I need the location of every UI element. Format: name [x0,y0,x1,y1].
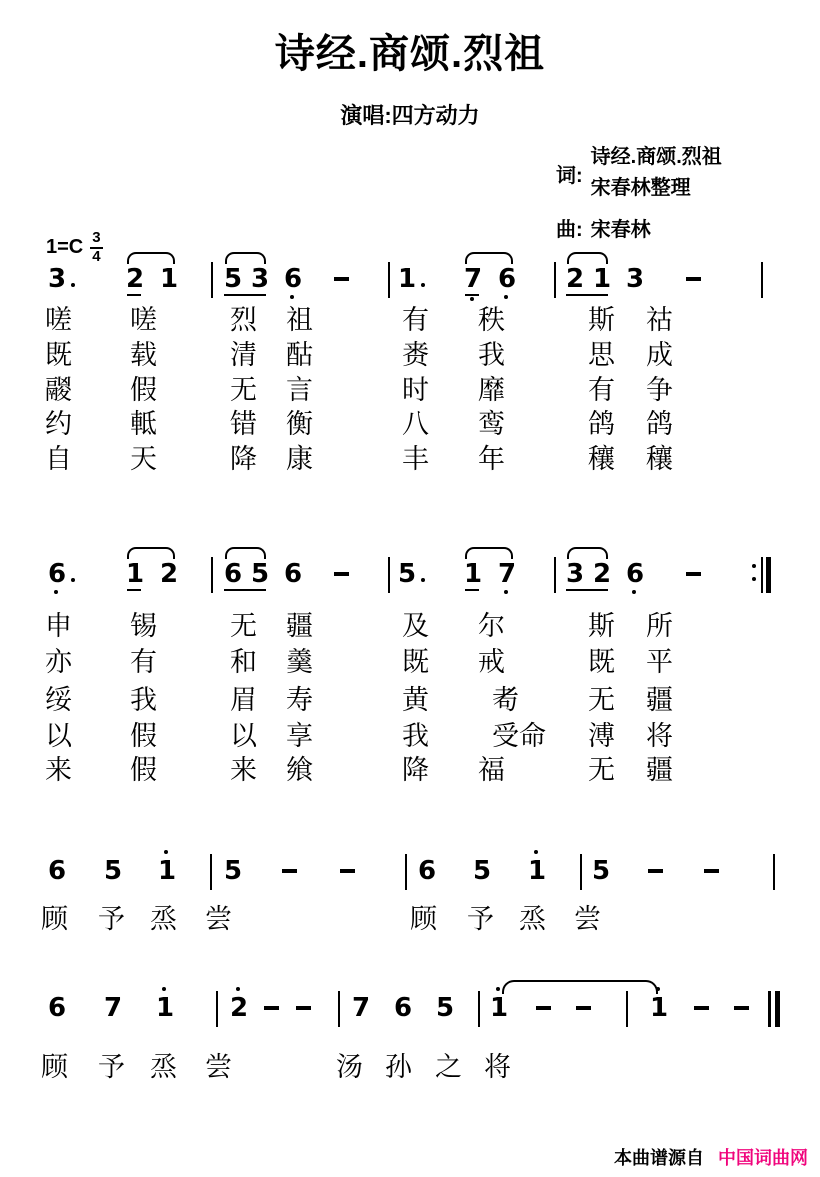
lyric-syllable: 有 [402,305,429,335]
lyric-syllable: 既 [588,647,615,677]
lyrics-row-b1-r5 [0,445,820,475]
note-digit [626,264,645,294]
note-value: 1 [464,559,483,589]
note-value: 5 [398,559,417,589]
note-digit [224,559,243,589]
note-digit [418,856,437,886]
slur-arc [567,252,608,264]
lyric-syllable: 约 [45,409,72,439]
lyrics-row-b1-r3 [0,376,820,406]
octave-dot-low [54,590,58,594]
slur-arc [225,547,266,559]
note-value: 5 [592,856,611,886]
lyric-syllable: 降 [230,444,257,474]
note-value: 6 [284,559,303,589]
note-digit [48,559,67,589]
notation-line-2 [0,561,820,609]
note-value: 2 [230,993,249,1023]
lyric-syllable: 烝 [519,904,546,934]
barline [554,262,556,298]
note-value: 5 [436,993,455,1023]
lyric-syllable: 穰 [646,444,673,474]
lyric-syllable: 康 [286,444,313,474]
note-digit [104,856,123,886]
repeat-thick-bar [766,557,771,593]
note-digit [566,559,585,589]
lyric-syllable: 清 [230,340,257,370]
lyric-syllable: 斯 [588,611,615,641]
footer [614,1144,808,1170]
lyric-syllable: 予 [98,904,125,934]
lyric-syllable: 八 [402,409,429,439]
note-digit [230,993,249,1023]
barline [211,557,213,593]
note-value: 7 [498,559,517,589]
note-value: 6 [626,559,645,589]
slur-arc [465,252,513,264]
lyric-syllable: 假 [130,721,157,751]
lyric-syllable: 思 [588,340,615,370]
lyrics-row-b2-r4 [0,722,820,752]
lyric-syllable: 以 [230,721,257,751]
lyric-syllable: 成 [646,340,673,370]
note-digit [528,856,547,886]
lyric-syllable: 平 [646,647,673,677]
lyric-syllable: 予 [467,904,494,934]
note-value: 7 [104,993,123,1023]
note-value: 6 [48,559,67,589]
note-value: 1 [160,264,179,294]
lyric-syllable: 以 [45,721,72,751]
lyric-syllable: 眉 [230,685,257,715]
lyric-syllable: 尔 [478,611,505,641]
barline [554,557,556,593]
note-value: 3 [566,559,585,589]
lyric-syllable: 无 [230,611,257,641]
note-digit [398,559,417,589]
notation-line-4 [0,995,820,1043]
lyric-syllable: 福 [478,755,505,785]
eighth-beam [224,294,266,296]
eighth-underline [127,589,141,591]
lyrics-row-b1-r1 [0,306,820,336]
note-digit [284,264,303,294]
key-signature [46,230,103,265]
duration-dash [704,869,719,873]
lyric-syllable: 将 [646,721,673,751]
octave-dot-low [470,297,474,301]
duration-dash [694,1006,709,1010]
lyrics-row-b1-r4 [0,410,820,440]
barline [388,262,390,298]
note-value: 1 [158,856,177,886]
barline [210,854,212,890]
lyric-syllable: 亦 [45,647,72,677]
eighth-underline [465,294,479,296]
note-value: 5 [224,264,243,294]
note-value: 1 [490,993,509,1023]
note-digit [48,856,67,886]
lyric-syllable: 尝 [574,904,601,934]
barline [773,854,775,890]
note-value: 5 [473,856,492,886]
lyric-syllable: 有 [588,375,615,405]
lyric-syllable: 烝 [150,904,177,934]
note-digit [48,993,67,1023]
augmentation-dot [71,578,75,582]
note-digit [490,993,509,1023]
note-digit [498,264,517,294]
note-value: 7 [464,264,483,294]
octave-dot-high [164,850,168,854]
note-digit [160,559,179,589]
note-digit [160,264,179,294]
footer-source-text: 本曲谱源自 [614,1148,704,1168]
lyric-syllable: 疆 [646,755,673,785]
credits-block [556,142,722,242]
duration-dash [264,1006,279,1010]
repeat-thin-bar [761,557,763,593]
note-value: 3 [626,264,645,294]
lyric-syllable: 来 [45,755,72,785]
eighth-beam [566,294,608,296]
eighth-beam [224,589,266,591]
lyric-syllable: 穰 [588,444,615,474]
lyric-syllable: 绥 [45,685,72,715]
lyric-syllable: 无 [588,755,615,785]
note-digit [593,264,612,294]
lyric-syllable: 及 [402,611,429,641]
slur-arc [465,547,513,559]
lyric-syllable: 疆 [646,685,673,715]
lyrics-credit-label: 词: [556,164,583,187]
note-value: 5 [224,856,243,886]
slur-arc [225,252,266,264]
slur-arc [567,547,608,559]
note-digit [224,264,243,294]
lyric-syllable: 假 [130,375,157,405]
lyric-syllable: 予 [98,1052,125,1082]
note-digit [398,264,417,294]
note-value: 6 [48,856,67,886]
lyric-syllable: 顾 [41,1052,68,1082]
lyric-syllable: 争 [646,375,673,405]
octave-dot-high [534,850,538,854]
eighth-beam [566,589,608,591]
music-credit-value: 宋春林 [590,219,651,241]
note-digit [352,993,371,1023]
time-signature [90,230,102,265]
augmentation-dot [421,578,425,582]
note-digit [473,856,492,886]
lyric-syllable: 天 [130,444,157,474]
lyric-syllable: 载 [130,340,157,370]
lyric-syllable: 疆 [286,611,313,641]
lyrics-row-b2-r1 [0,612,820,642]
duration-dash [734,1006,749,1010]
lyric-syllable: 无 [230,375,257,405]
lyric-syllable: 烝 [150,1052,177,1082]
octave-dot-high [162,987,166,991]
note-value: 7 [352,993,371,1023]
lyric-syllable: 祜 [646,305,673,335]
lyric-syllable: 鬷 [45,375,72,405]
lyric-syllable: 祖 [286,305,313,335]
lyric-syllable: 年 [478,444,505,474]
lyric-syllable: 时 [402,375,429,405]
note-digit [156,993,175,1023]
note-value: 1 [593,264,612,294]
note-value: 1 [398,264,417,294]
eighth-underline [465,589,479,591]
octave-dot-low [632,590,636,594]
lyric-syllable: 赉 [402,340,429,370]
octave-dot-low [504,590,508,594]
octave-dot-low [290,295,294,299]
performer-line: 演唱:四方动力 [340,103,480,128]
lyric-syllable: 衡 [286,409,313,439]
lyric-syllable: 和 [230,647,257,677]
lyric-syllable: 羹 [286,647,313,677]
duration-dash [296,1006,311,1010]
lyrics-credit-line1: 诗经.商颂.烈祖 [590,146,722,168]
note-value: 5 [104,856,123,886]
lyric-syllable: 假 [130,755,157,785]
lyric-syllable: 嗟 [45,305,72,335]
note-digit [158,856,177,886]
lyric-syllable: 軧 [130,409,157,439]
note-value: 1 [156,993,175,1023]
music-credit-label: 曲: [556,219,583,241]
barline [626,991,628,1027]
note-digit [464,264,483,294]
lyric-syllable: 错 [230,409,257,439]
lyric-syllable: 鸾 [478,409,505,439]
lyrics-credit-line2: 宋春林整理 [590,177,691,199]
slur-arc [127,252,175,264]
lyric-syllable: 鸽 [588,409,615,439]
lyric-syllable: 将 [484,1052,511,1082]
duration-dash [334,277,349,281]
lyrics-row-b1-r2 [0,341,820,371]
lyric-syllable: 之 [435,1052,462,1082]
lyric-syllable: 汤 [336,1052,363,1082]
lyric-syllable: 受命 [492,721,546,751]
note-digit [284,559,303,589]
barline [580,854,582,890]
lyric-syllable: 尝 [205,1052,232,1082]
time-signature-numerator: 3 [90,230,102,249]
lyric-syllable: 丰 [402,444,429,474]
note-digit [650,993,669,1023]
lyric-syllable: 来 [230,755,257,785]
lyric-syllable: 申 [45,611,72,641]
barline [388,557,390,593]
augmentation-dot [71,283,75,287]
duration-dash [686,277,701,281]
lyric-syllable: 寿 [286,685,313,715]
note-digit [566,264,585,294]
duration-dash [686,572,701,576]
lyric-syllable: 锡 [130,611,157,641]
note-value: 5 [251,559,270,589]
lyric-syllable: 有 [130,647,157,677]
final-thick-bar [775,991,780,1027]
final-thin-bar [768,991,771,1027]
note-value: 2 [160,559,179,589]
lyric-syllable: 自 [45,444,72,474]
lyric-syllable: 戒 [478,647,505,677]
lyrics-row-b2-r2 [0,648,820,678]
note-digit [224,856,243,886]
duration-dash [282,869,297,873]
note-digit [104,993,123,1023]
note-value: 3 [251,264,270,294]
note-digit [126,559,145,589]
octave-dot-high [496,987,500,991]
note-value: 6 [418,856,437,886]
key-tonic: 1=C [46,236,84,258]
note-value: 6 [498,264,517,294]
lyric-syllable: 既 [402,647,429,677]
note-value: 1 [528,856,547,886]
duration-dash [648,869,663,873]
lyrics-row-b3-r1 [0,905,820,935]
barline [761,262,763,298]
lyric-syllable: 烈 [230,305,257,335]
lyrics-credit-values [591,142,722,204]
augmentation-dot [421,283,425,287]
duration-dash [334,572,349,576]
lyric-syllable: 孙 [385,1052,412,1082]
music-credit-row [556,213,722,242]
lyric-syllable: 秩 [478,305,505,335]
lyric-syllable: 所 [646,611,673,641]
note-value: 1 [650,993,669,1023]
note-digit [592,856,611,886]
note-digit [48,264,67,294]
note-digit [126,264,145,294]
barline [478,991,480,1027]
note-value: 6 [394,993,413,1023]
lyric-syllable: 降 [402,755,429,785]
lyric-syllable: 斯 [588,305,615,335]
lyric-syllable: 言 [286,375,313,405]
lyric-syllable: 享 [286,721,313,751]
note-value: 2 [593,559,612,589]
lyric-syllable: 酤 [286,340,313,370]
lyrics-row-b4-r1 [0,1053,820,1083]
lyrics-credit-row [556,142,722,204]
lyric-syllable: 顾 [410,904,437,934]
octave-dot-high [236,987,240,991]
note-value: 3 [48,264,67,294]
note-digit [394,993,413,1023]
tie-arc [502,980,658,994]
notation-line-3 [0,858,820,906]
page-title: 诗经.商颂.烈祖 [274,32,546,76]
lyric-syllable: 我 [130,685,157,715]
lyric-syllable: 我 [402,721,429,751]
lyric-syllable: 嗟 [130,305,157,335]
lyric-syllable: 既 [45,340,72,370]
note-value: 6 [224,559,243,589]
lyric-syllable: 顾 [41,904,68,934]
lyric-syllable: 我 [478,340,505,370]
note-value: 1 [126,559,145,589]
lyrics-row-b2-r5 [0,756,820,786]
footer-site-link[interactable]: 中国词曲网 [718,1148,808,1168]
lyric-syllable: 黄 [402,685,429,715]
repeat-dots [752,564,756,590]
lyric-syllable: 溥 [588,721,615,751]
lyrics-row-b2-r3 [0,686,820,716]
note-value: 2 [566,264,585,294]
lyric-syllable: 耇 [492,685,519,715]
note-digit [626,559,645,589]
note-value: 6 [284,264,303,294]
note-digit [593,559,612,589]
note-digit [498,559,517,589]
barline [211,262,213,298]
note-digit [436,993,455,1023]
slur-arc [127,547,175,559]
lyric-syllable: 靡 [478,375,505,405]
octave-dot-low [504,295,508,299]
lyric-syllable: 无 [588,685,615,715]
note-digit [251,264,270,294]
duration-dash [576,1006,591,1010]
eighth-underline [127,294,141,296]
barline [216,991,218,1027]
note-value: 2 [126,264,145,294]
lyric-syllable: 飨 [286,755,313,785]
note-digit [251,559,270,589]
duration-dash [340,869,355,873]
lyric-syllable: 鸽 [646,409,673,439]
note-digit [464,559,483,589]
time-signature-denominator: 4 [92,247,101,265]
barline [405,854,407,890]
barline [338,991,340,1027]
duration-dash [536,1006,551,1010]
lyric-syllable: 尝 [205,904,232,934]
note-value: 6 [48,993,67,1023]
